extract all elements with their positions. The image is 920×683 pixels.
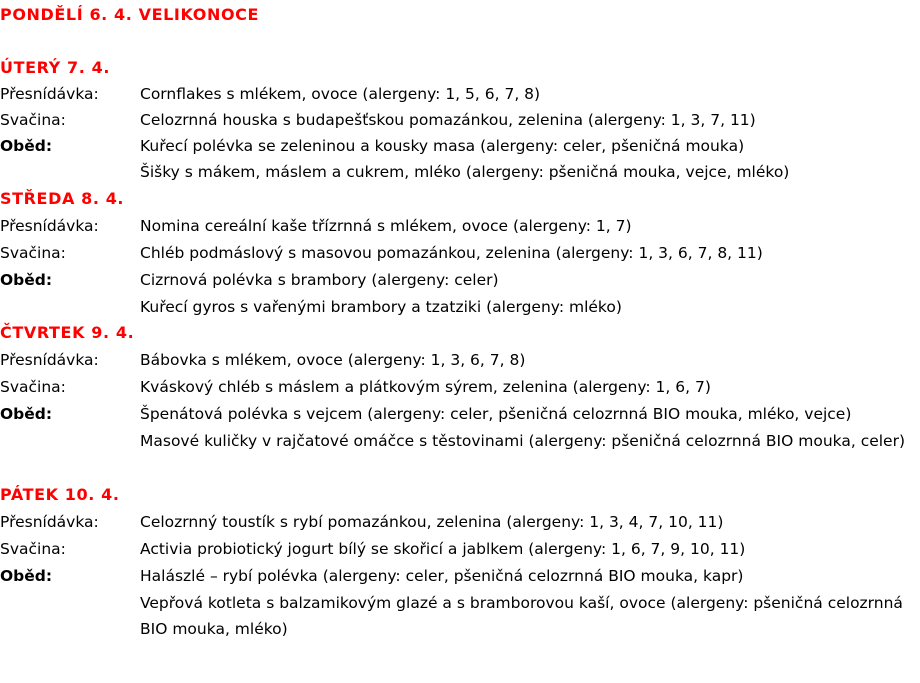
day-heading-thursday: ČTVRTEK 9. 4.: [0, 323, 135, 342]
dish-wednesday-breakfast: Nomina cereální kaše třízrnná s mlékem, ovoce (alergeny: 1, 7): [140, 217, 632, 235]
meal-label-breakfast: Přesnídávka:: [0, 351, 99, 369]
dish-friday-breakfast: Celozrnný toustík s rybí pomazánkou, zelenina (alergeny: 1, 3, 4, 7, 10, 11): [140, 513, 724, 531]
meal-label-lunch: Oběd:: [0, 271, 53, 289]
meal-label-lunch: Oběd:: [0, 567, 53, 585]
dish-wednesday-snack: Chléb podmáslový s masovou pomazánkou, zelenina (alergeny: 1, 3, 6, 7, 8, 11): [140, 244, 763, 262]
day-heading-wednesday: STŘEDA 8. 4.: [0, 189, 125, 208]
dish-tuesday-breakfast: Cornflakes s mlékem, ovoce (alergeny: 1, 5, 6, 7, 8): [140, 85, 541, 103]
day-heading-tuesday: ÚTERÝ 7. 4.: [0, 58, 111, 77]
meal-label-breakfast: Přesnídávka:: [0, 513, 99, 531]
dish-tuesday-lunch-soup: Kuřecí polévka se zeleninou a kousky masa (alergeny: celer, pšeničná mouka): [140, 137, 745, 155]
dish-tuesday-lunch-main: Šišky s mákem, máslem a cukrem, mléko (alergeny: pšeničná mouka, vejce, mléko): [140, 163, 790, 181]
dish-wednesday-lunch-soup: Cizrnová polévka s brambory (alergeny: celer): [140, 271, 499, 289]
meal-label-snack: Svačina:: [0, 540, 66, 558]
meal-label-breakfast: Přesnídávka:: [0, 85, 99, 103]
dish-thursday-snack: Kváskový chléb s máslem a plátkovým sýrem, zelenina (alergeny: 1, 6, 7): [140, 378, 711, 396]
dish-thursday-lunch-soup: Špenátová polévka s vejcem (alergeny: celer, pšeničná celozrnná BIO mouka, mléko, vejce): [140, 405, 852, 423]
meal-label-lunch: Oběd:: [0, 137, 53, 155]
dish-tuesday-snack: Celozrnná houska s budapešťskou pomazánkou, zelenina (alergeny: 1, 3, 7, 11): [140, 111, 756, 129]
day-heading-friday: PÁTEK 10. 4.: [0, 485, 120, 504]
meal-label-breakfast: Přesnídávka:: [0, 217, 99, 235]
meal-label-snack: Svačina:: [0, 244, 66, 262]
dish-friday-lunch-soup: Halászlé – rybí polévka (alergeny: celer, pšeničná celozrnná BIO mouka, kapr): [140, 567, 744, 585]
dish-friday-snack: Activia probiotický jogurt bílý se skořicí a jablkem (alergeny: 1, 6, 7, 9, 10, 11): [140, 540, 746, 558]
meal-label-lunch: Oběd:: [0, 405, 53, 423]
dish-thursday-lunch-main: Masové kuličky v rajčatové omáčce s těstovinami (alergeny: pšeničná celozrnná BIO mouka, celer): [140, 432, 906, 450]
dish-thursday-breakfast: Bábovka s mlékem, ovoce (alergeny: 1, 3, 6, 7, 8): [140, 351, 526, 369]
dish-friday-lunch-main: Vepřová kotleta s balzamikovým glazé a s bramborovou kaší, ovoce (alergeny: pšeničná celozrnná BIO mouka, mléko): [140, 594, 903, 638]
meal-label-snack: Svačina:: [0, 111, 66, 129]
day-heading-monday: PONDĚLÍ 6. 4. VELIKONOCE: [0, 5, 260, 24]
meal-label-snack: Svačina:: [0, 378, 66, 396]
dish-wednesday-lunch-main: Kuřecí gyros s vařenými brambory a tzatziki (alergeny: mléko): [140, 298, 622, 316]
